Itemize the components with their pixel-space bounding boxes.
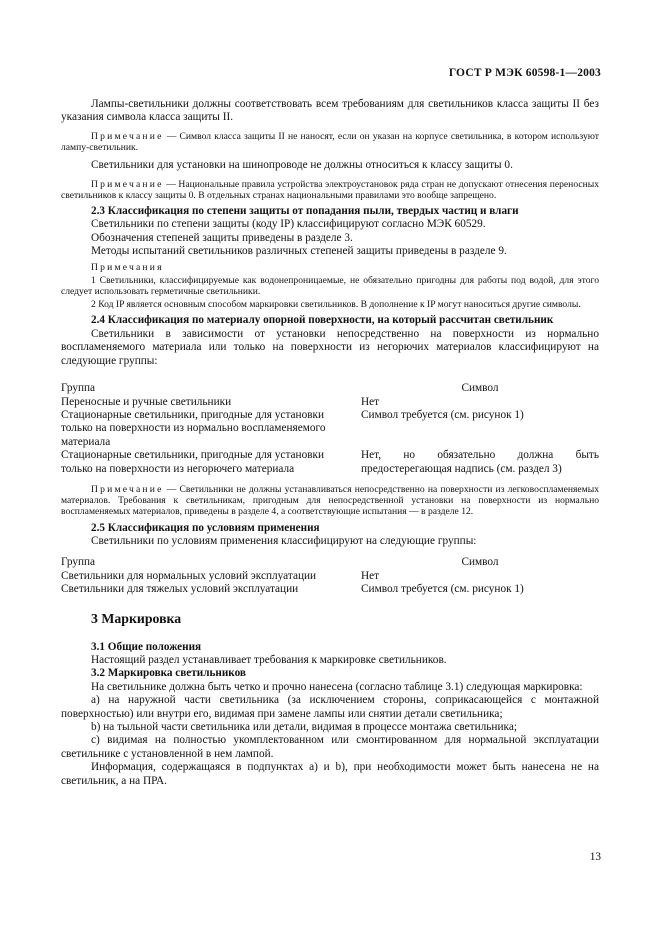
page-number: 13 [589,851,601,863]
list-item-a: а) на наружной части светильника (за исключением стороны, соприкасающейся с монтажной поверхностью) или внутри его, видимая при замене лампы или снятии детали светильника; [61,694,599,720]
list-item-b: b) на тыльной части светильника или детали, видимая в процессе монтажа светильника; [91,721,517,734]
notes-label: Примечания [91,261,164,273]
note-2-3-1: 1 Светильники, классифицируемые как водонепроницаемые, не обязательно пригодны для работы под водой, для этого следует использовать герметичные светильники. [61,274,599,298]
symbol-cell: Нет [361,569,380,582]
list-item-c: c) видимая на полностью укомплектованном или смонтированном для нормальной эксплуатации светильнике с установленной в нем лампой. [61,734,599,760]
note-class-ii-symbol [61,131,599,153]
note-text: — Национальные правила устройства электроустановок ряда стран не допускают отнесения переносных светильников к классу защиты 0. В отдельных странах национальными правилами это вообще запрещено. [61,178,599,201]
note-class-0 [61,179,599,201]
table-row [61,396,599,409]
group-cell-line: только на поверхности из нормально воспламеняемого [61,422,326,435]
text-2-3-line3: Методы испытаний светильников различных степеней защиты приведены в разделе 9. [91,245,507,258]
note-text: — Символ класса защиты II не наносят, если он указан на корпусе светильника, в котором используют лампу-светильник. [61,130,599,154]
heading-3-1: 3.1 Общие положения [91,640,202,653]
column-header-group: Группа [61,556,96,569]
table-row [61,409,599,449]
text-2-4-intro: Светильники в зависимости от установки непосредственно на поверхности из нормально воспламеняемого материала или только на поверхности из негорючих материалов классифицируют на следующие группы: [61,327,599,367]
note-label: Примечание [91,483,164,495]
text-3-1: Настоящий раздел устанавливает требования к маркировке светильников. [91,653,447,666]
group-cell: Переносные и ручные светильники [61,395,232,408]
note-2-4 [61,484,599,518]
group-cell [61,409,361,449]
group-cell [61,449,361,476]
column-header-group: Группа [61,382,96,395]
note-label: Примечание [91,130,164,142]
table-row [61,449,599,476]
note-2-3-2: 2 Код IP является основным способом маркировки светильников. В дополнение к IP могут наноситься другие символы. [91,299,581,311]
text-3-2: На светильнике должна быть четко и прочно нанесена (согласно таблице 3.1) следующая маркировка: [91,680,583,693]
symbol-cell: Нет [361,395,380,408]
table-row [61,570,599,583]
heading-3-2: 3.2 Маркировка светильников [91,667,246,680]
table-row [61,583,599,596]
symbol-cell [361,449,599,476]
heading-2-4: 2.4 Классификация по материалу опорной поверхности, на который рассчитан светильник [91,314,554,327]
group-cell: Светильники для нормальных условий эксплуатации [61,569,317,582]
table-usage-groups [61,556,599,596]
symbol-cell-line: Нет, но обязательно должна быть [361,449,599,462]
note-text: — Светильники не должны устанавливаться непосредственно на поверхности из легковоспламеняемых материалов. Требования к светильникам, пригодным для непосредственной установки на поверхности из нормально воспламеняемых материалов, приведены в разделе 4, а соответствующие испытания — в разделе 12. [61,483,599,518]
paragraph-lamp-luminaires: Лампы-светильники должны соответствовать всем требованиям для светильников класса защиты II без указания символа класса защиты II. [61,98,599,124]
text-2-5-intro: Светильники по условиям применения классифицируют на следующие группы: [91,534,477,547]
heading-2-5: 2.5 Классификация по условиям применения [91,521,320,534]
standard-header: ГОСТ Р МЭК 60598-1—2003 [448,67,601,79]
text-2-3-line1: Светильники по степени защиты (коду IP) классифицируют согласно МЭК 60529. [91,218,486,231]
group-cell: Светильники для тяжелых условий эксплуатации [61,583,299,596]
column-header-symbol: Символ [461,556,499,569]
column-header-symbol: Символ [461,382,499,395]
group-cell-line: только на поверхности из негорючего материала [61,462,295,475]
table-surface-groups [61,382,599,476]
page-content [61,98,599,788]
symbol-cell: Символ требуется (см. рисунок 1) [361,583,524,596]
text-3-2-info: Информация, содержащаяся в подпунктах а) и b), при необходимости может быть нанесена не на светильник, а на ПРА. [61,761,599,787]
symbol-cell: Символ требуется (см. рисунок 1) [361,408,524,421]
heading-3: 3 Маркировка [91,610,182,626]
paragraph-busbar: Светильники для установки на шинопроводе не должны относиться к классу защиты 0. [91,159,513,172]
group-cell-line: Стационарные светильники, пригодные для установки [61,449,325,462]
text-2-3-line2: Обозначения степеней защиты приведены в разделе 3. [91,231,353,244]
heading-2-3: 2.3 Классификация по степени защиты от попадания пыли, твердых частиц и влаги [91,205,519,218]
symbol-cell-line: предостерегающая надпись (см. раздел 3) [361,462,562,475]
note-label: Примечание [91,178,164,190]
group-cell-line: материала [61,435,111,448]
group-cell-line: Стационарные светильники, пригодные для установки [61,408,325,421]
